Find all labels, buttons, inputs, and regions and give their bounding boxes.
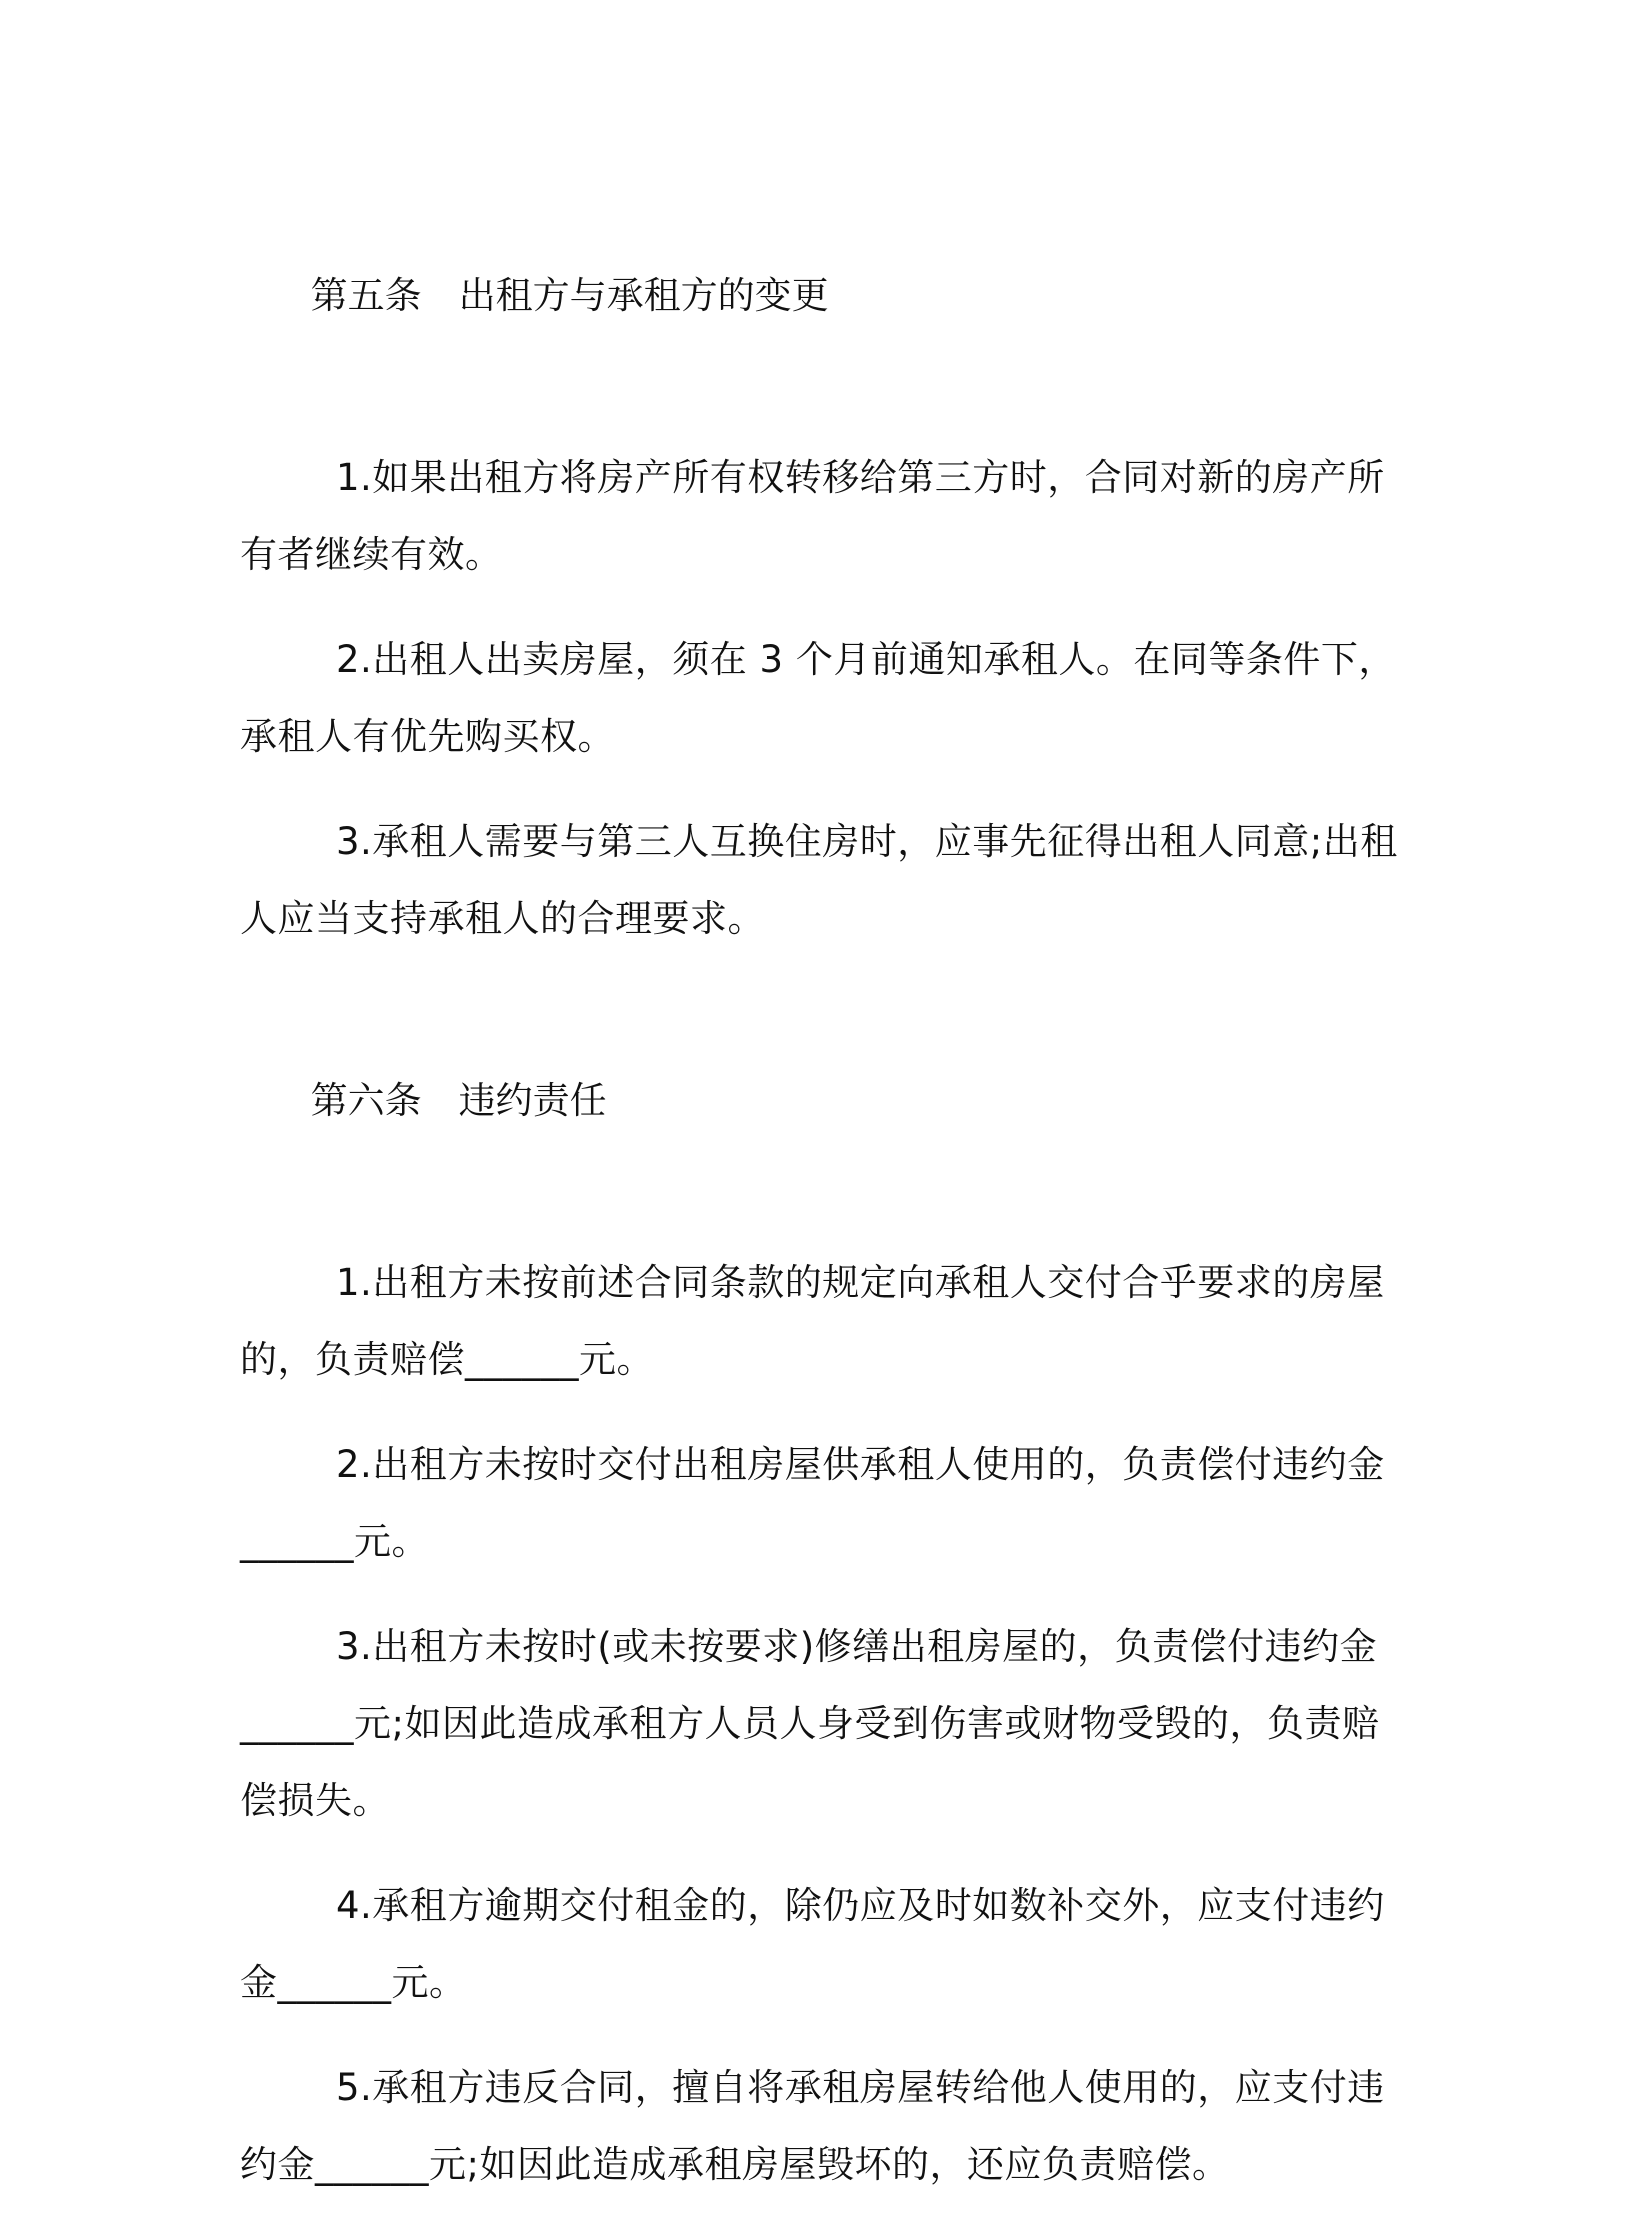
paragraph-line: 约金______元;如因此造成承租房屋毁坏的，还应负责赔偿。 xyxy=(240,2143,1230,2186)
clause-6-1 xyxy=(240,1244,1385,1398)
paragraph-line: 金______元。 xyxy=(240,1961,467,2004)
paragraph-line: 有者继续有效。 xyxy=(240,533,503,576)
paragraph-line: 承租人有优先购买权。 xyxy=(240,715,615,758)
paragraph-line: 的，负责赔偿______元。 xyxy=(240,1338,654,1381)
paragraph-line: ______元。 xyxy=(240,1520,429,1563)
clause-6-2 xyxy=(240,1426,1385,1580)
paragraph-line: 偿损失。 xyxy=(240,1779,390,1822)
paragraph-line: 1.如果出租方将房产所有权转移给第三方时，合同对新的房产所 xyxy=(336,456,1385,499)
document-body xyxy=(240,180,1398,2231)
paragraph-line: 1.出租方未按前述合同条款的规定向承租人交付合乎要求的房屋 xyxy=(336,1261,1385,1304)
paragraph-line: 人应当支持承租人的合理要求。 xyxy=(240,897,765,940)
clause-5-3 xyxy=(240,803,1398,957)
paragraph-line: 2.出租人出卖房屋，须在 3 个月前通知承租人。在同等条件下， xyxy=(336,638,1396,681)
paragraph-line: 2.出租方未按时交付出租房屋供承租人使用的，负责偿付违约金 xyxy=(336,1443,1385,1486)
paragraph-line: 5.承租方违反合同，擅自将承租房屋转给他人使用的，应支付违 xyxy=(336,2066,1385,2109)
heading-text: 第六条 违约责任 xyxy=(310,1079,607,1122)
clause-5-2 xyxy=(240,621,1396,775)
clause-5-1 xyxy=(240,439,1385,593)
paragraph-line: ______元;如因此造成承租方人员人身受到伤害或财物受毁的，负责赔 xyxy=(240,1702,1380,1745)
section-heading-5 xyxy=(240,180,1380,411)
paragraph-line: 4.承租方逾期交付租金的，除仍应及时如数补交外，应支付违约 xyxy=(336,1884,1385,1927)
clause-6-5 xyxy=(240,2049,1385,2203)
clause-6-3 xyxy=(240,1608,1380,1839)
paragraph-line: 3.出租方未按时(或未按要求)修缮出租房屋的，负责偿付违约金 xyxy=(336,1625,1378,1668)
clause-6-4 xyxy=(240,1867,1385,2021)
paragraph-line: 3.承租人需要与第三人互换住房时，应事先征得出租人同意;出租 xyxy=(336,820,1398,863)
section-heading-6 xyxy=(240,985,1380,1216)
heading-text: 第五条 出租方与承租方的变更 xyxy=(310,274,829,317)
